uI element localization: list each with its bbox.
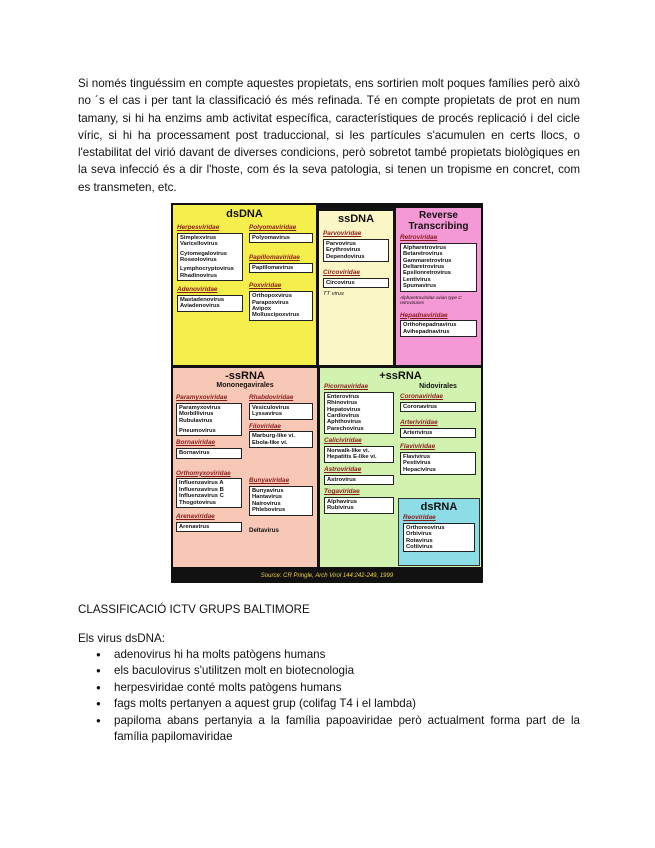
- genus-item: Varicellovirus: [180, 241, 218, 248]
- togaviridae-label: Togaviridae: [324, 488, 360, 496]
- arteriviridae-label: Arteriviridae: [400, 419, 438, 426]
- togaviridae-box: [324, 497, 394, 514]
- genus-item: Flavivirus: [403, 454, 431, 460]
- dsrna-panel: [398, 498, 480, 566]
- bornaviridae-box: [176, 448, 242, 458]
- flaviviridae-label: Flaviviridae: [400, 443, 436, 451]
- circoviridae-label: Circoviridae: [323, 269, 360, 277]
- deltavirus-label: Deltavirus: [249, 526, 279, 534]
- list-item: ● adenovirus hi ha molts patògens humans: [96, 647, 580, 663]
- genus-item: Papillomavirus: [252, 265, 294, 271]
- rt-title: Reverse Transcribing: [408, 210, 469, 232]
- list-item: ● herpesviridae conté molts patògens humans: [96, 680, 580, 696]
- genus-item: Vesiculovirus: [252, 404, 290, 411]
- genus-item: Rubivirus: [327, 505, 354, 512]
- genus-item: Lyssavirus: [252, 411, 283, 418]
- filoviridae-label: Filoviridae: [249, 422, 281, 430]
- genus-item: Rhadinovirus: [180, 272, 218, 279]
- genus-item: Aviadenovirus: [180, 303, 220, 310]
- bunyaviridae-box: [249, 486, 313, 516]
- genus-item: Epsilonretrovirus: [403, 270, 451, 277]
- genus-item: Nairovirus: [252, 500, 281, 507]
- picornaviridae-label: Picornaviridae: [324, 383, 369, 390]
- poxviridae-box: [249, 291, 313, 321]
- hepadnaviridae-box: [400, 320, 477, 337]
- genus-item: Enterovirus: [327, 393, 360, 400]
- genus-item: Ebola-like vi.: [252, 439, 288, 446]
- list-item: ● papiloma abans pertanyia a la família papoaviridae però actualment forma part de la família papilomaviridae: [96, 713, 580, 746]
- genus-item: Mastadenovirus: [180, 297, 225, 304]
- orthomyxoviridae-box: [176, 478, 242, 508]
- ssdna-panel: [319, 211, 393, 365]
- genus-item: Cytomegalovirus: [180, 250, 228, 257]
- genus-item: Deltaretrovirus: [403, 264, 445, 271]
- dsdna-panel: [173, 205, 316, 365]
- ssdna-title: ssDNA: [337, 213, 375, 225]
- retroviridae-label: Retroviridae: [400, 234, 438, 241]
- genus-item: Polyomavirus: [252, 234, 291, 241]
- genus-item: Spumavirus: [403, 283, 437, 290]
- genus-item: Influenzavirus A: [179, 480, 224, 487]
- flaviviridae-box: [400, 452, 476, 475]
- tt-virus-label: TT virus: [323, 291, 344, 298]
- genus-item: Thogotovirus: [179, 499, 217, 506]
- genus-item: Orthoreovirus: [406, 524, 445, 531]
- genus-item: Rhinovirus: [327, 400, 358, 407]
- intro-paragraph: Si només tinguéssim en compte aquestes propietats, ens sortirien molt poques famílies però això no ´s el cas i per tant la classificació és més refinada. Té en compte propietats de prot en num tamany, si hi ha enzims amb activitat específica, característiques de procés replicació i del cicle víric, si hi ha processament post traduccional, si les partícules s'acumulen en certs llocs, o l'estabilitat del virió davant de diverses condicions, però sobretot també propietats biològiques en la seva infecció és a dir l'hoste, com és la seva patologia, si tenen un tropisme en concret, com es transmeten, etc.: [78, 77, 580, 194]
- pos-title: +ssRNA: [379, 370, 422, 382]
- genus-item: Parapoxvirus: [252, 299, 289, 306]
- coronaviridae-label: Coronaviridae: [400, 392, 443, 400]
- genus-item: Paramyxovirus: [179, 404, 221, 411]
- genus-item: Rubulavirus: [179, 417, 213, 424]
- genus-item: Rotavirus: [406, 537, 433, 544]
- herpesviridae-label: Herpesviridae: [177, 224, 220, 231]
- genus-item: Avihepadnavirus: [403, 328, 450, 335]
- rhabdoviridae-box: [249, 403, 313, 420]
- bunyaviridae-label: Bunyaviridae: [249, 477, 290, 485]
- genus-item: Marburg-like vi.: [252, 433, 295, 440]
- herpesviridae-box: [177, 233, 243, 281]
- polyomaviridae-label: Polyomaviridae: [249, 224, 297, 231]
- mononegavirales-label: Mononegavirales: [216, 382, 274, 389]
- genus-item: Phlebovirus: [252, 507, 286, 514]
- parvoviridae-box: [323, 239, 389, 262]
- positive-ssrna-panel: [320, 368, 481, 567]
- genus-item: Molluscipoxvirus: [252, 312, 300, 319]
- coronaviridae-box: [400, 402, 476, 412]
- orthomyxoviridae-label: Orthomyxoviridae: [176, 469, 231, 477]
- genus-item: Morbillivirus: [179, 411, 214, 418]
- neg-title: -ssRNA: [225, 370, 265, 382]
- genus-item: Alpharetrovirus: [403, 244, 447, 251]
- genus-item: Parechovirus: [327, 425, 364, 432]
- genus-item: Hepatitis E-like vi.: [327, 454, 377, 461]
- bornaviridae-label: Bornaviridae: [176, 439, 216, 447]
- list-item: ● els baculovirus s'utilitzen molt en biotecnologia: [96, 663, 580, 679]
- retro-note: Alpharetroviridae avian type C retroviruses: [400, 294, 462, 305]
- polyomaviridae-box: [249, 233, 313, 243]
- genus-item: Cardiovirus: [327, 413, 360, 420]
- figure-source: Source: CR Pringle, Arch Virol 144:242-249, 1999: [171, 569, 483, 583]
- genus-item: Simplexvirus: [180, 234, 217, 241]
- nidovirales-label: Nidovirales: [419, 383, 457, 390]
- picornaviridae-box: [324, 392, 394, 434]
- rhabdoviridae-label: Rhabdoviridae: [249, 394, 294, 401]
- genus-item: Orthopoxvirus: [252, 293, 292, 300]
- genus-item: Norwalk-like vi.: [327, 448, 370, 455]
- genus-item: Influenzavirus C: [179, 493, 224, 500]
- genus-item: Bunyavirus: [252, 488, 284, 495]
- genus-item: Betaretrovirus: [403, 251, 443, 258]
- genus-item: Arterivirus: [403, 429, 433, 436]
- genus-item: Gammaretrovirus: [403, 257, 452, 264]
- genus-item: Hepatovirus: [327, 406, 361, 413]
- genus-item: Coronavirus: [403, 403, 438, 410]
- dsrna-title: dsRNA: [420, 501, 458, 513]
- genus-item: Alphavirus: [327, 498, 357, 505]
- genus-item: Circovirus: [326, 279, 355, 286]
- genus-item: Influenzavirus B: [179, 486, 224, 493]
- reoviridae-label: Reoviridae: [403, 514, 436, 521]
- papillomaviridae-label: Papillomaviridae: [249, 254, 300, 262]
- poxviridae-label: Poxviridae: [249, 282, 282, 290]
- adenoviridae-label: Adenoviridae: [177, 286, 218, 294]
- section-heading: CLASSIFICACIÓ ICTV GRUPS BALTIMORE: [78, 603, 310, 616]
- caliciviridae-box: [324, 446, 394, 463]
- arteriviridae-box: [400, 428, 476, 438]
- genus-item: Hepacivirus: [403, 466, 436, 473]
- genus-item: Hantavirus: [252, 494, 282, 501]
- astroviridae-box: [324, 475, 394, 485]
- papillomaviridae-box: [249, 263, 313, 273]
- arenaviridae-label: Arenaviridae: [176, 513, 215, 521]
- parvoviridae-label: Parvoviridae: [323, 230, 362, 237]
- genus-item: Lymphocryptovirus: [180, 266, 234, 273]
- adenoviridae-box: [177, 295, 243, 312]
- retroviridae-box: [400, 243, 477, 292]
- negative-ssrna-panel: [173, 368, 317, 567]
- genus-item: Bornavirus: [179, 450, 210, 457]
- caliciviridae-label: Caliciviridae: [324, 437, 362, 445]
- genus-item: Aphthovirus: [327, 419, 362, 426]
- genus-item: Pneumovirus: [179, 428, 216, 435]
- genus-item: Roseolovirus: [180, 257, 217, 264]
- hepadnaviridae-label: Hepadnaviridae: [400, 311, 448, 319]
- astroviridae-label: Astroviridae: [324, 465, 362, 473]
- arenaviridae-box: [176, 522, 242, 532]
- dsdna-bullet-list: [96, 647, 580, 745]
- genus-item: Lentivirus: [403, 276, 431, 283]
- genus-item: Coltivirus: [406, 544, 433, 551]
- reverse-transcribing-panel: [396, 208, 481, 365]
- dsdna-title: dsDNA: [226, 208, 263, 220]
- genus-item: Orbivirus: [406, 531, 432, 538]
- genus-item: Pestivirus: [403, 460, 431, 467]
- paramyxoviridae-box: [176, 403, 242, 437]
- genus-item: Dependovirus: [326, 253, 365, 260]
- genus-item: Arenavirus: [179, 523, 210, 530]
- list-item: ● fags molts pertanyen a aquest grup (colifag T4 i el lambda): [96, 696, 580, 712]
- dsdna-intro: Els virus dsDNA:: [78, 632, 165, 645]
- ictv-baltimore-figure: [171, 203, 483, 583]
- genus-item: Orthohepadnavirus: [403, 322, 457, 329]
- paramyxoviridae-label: Paramyxoviridae: [176, 394, 228, 401]
- reoviridae-box: [403, 523, 475, 553]
- genus-item: Erythrovirus: [326, 247, 361, 254]
- circoviridae-box: [323, 278, 389, 288]
- genus-item: Astrovirus: [327, 476, 356, 483]
- genus-item: Parvovirus: [326, 240, 356, 247]
- genus-item: Avipox: [252, 306, 272, 313]
- filoviridae-box: [249, 431, 313, 448]
